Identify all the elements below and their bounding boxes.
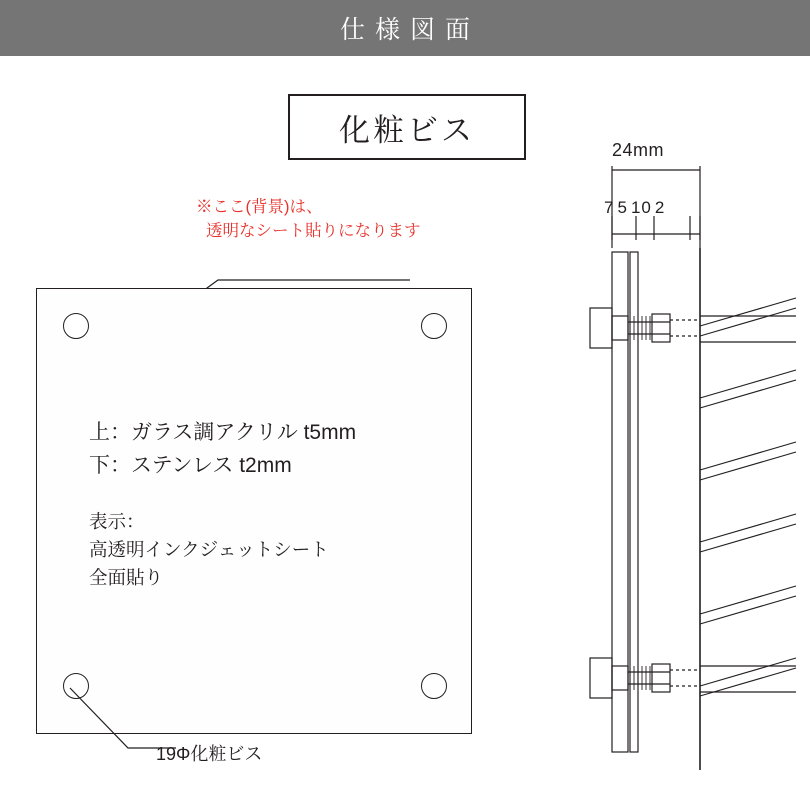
segment-dimension-3: 10 xyxy=(630,198,652,217)
drawing-title-box xyxy=(288,94,526,160)
transparent-sheet-note-line2: 透明なシート貼りになります xyxy=(206,221,421,240)
segment-dimension-2: 5 xyxy=(617,198,628,217)
spec-line-upper-material: 上：ガラス調アクリル t5mm xyxy=(89,421,357,444)
transparent-sheet-note xyxy=(196,196,421,244)
spec-line-display-heading: 表示： xyxy=(89,511,145,533)
decorative-screw-bottom-right xyxy=(421,673,447,699)
segment-dimension-4: 2 xyxy=(654,198,666,217)
spec-line-display-coverage: 全面貼り xyxy=(89,566,164,588)
page-title: 仕様図面 xyxy=(339,16,480,44)
drawing-title-label: 化粧ビス xyxy=(339,112,475,148)
spec-line-display-sheet: 高透明インクジェットシート xyxy=(89,538,329,560)
front-view-plate xyxy=(36,288,472,734)
decorative-screw-bottom-left xyxy=(63,673,89,699)
side-section-view xyxy=(560,130,800,770)
spec-line-lower-material: 下：ステンレス t2mm xyxy=(89,453,292,477)
decorative-screw-top-left xyxy=(63,313,89,339)
material-specification-text xyxy=(89,417,356,591)
page-header xyxy=(0,0,810,56)
decorative-screw-top-right xyxy=(421,313,447,339)
total-thickness-dimension: 24mm xyxy=(612,140,665,160)
transparent-sheet-note-line1: ※ここ(背景)は、 xyxy=(196,198,323,216)
segment-dimension-1: 7 xyxy=(604,198,615,217)
screw-callout-label: 19Φ化粧ビス xyxy=(156,744,263,764)
